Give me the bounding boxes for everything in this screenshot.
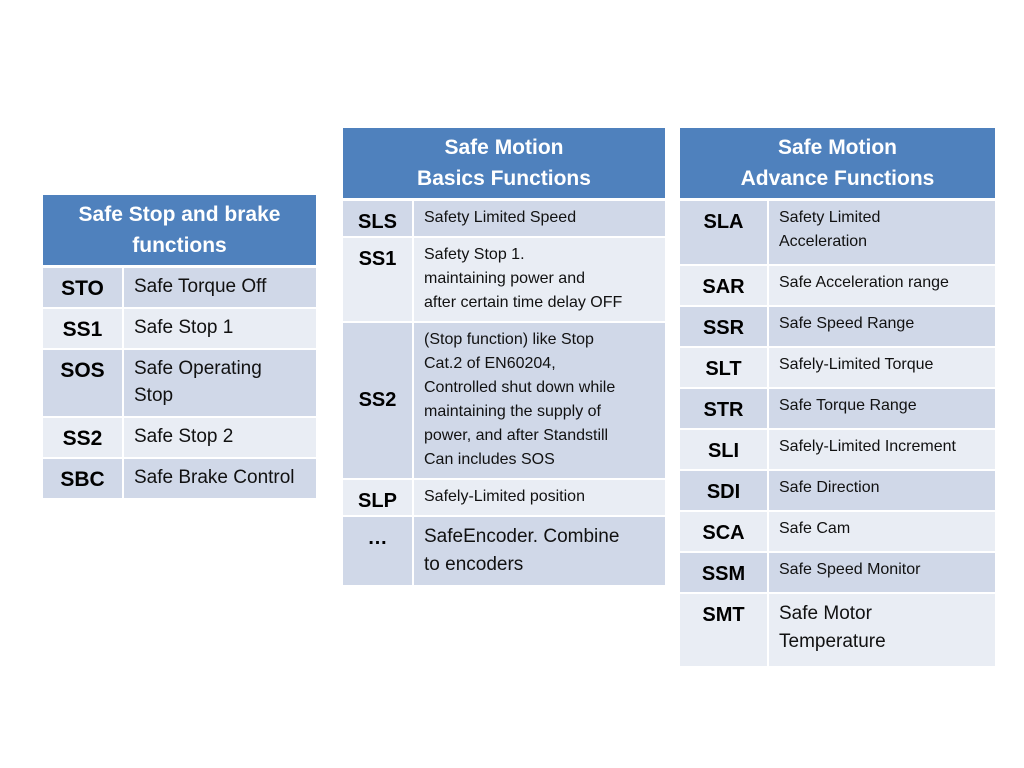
table-row — [680, 347, 995, 388]
safe-stop-brake-table — [43, 195, 316, 498]
table-row — [680, 511, 995, 552]
table-row — [43, 308, 316, 349]
function-code: SCA — [680, 511, 768, 552]
function-code: SLT — [680, 347, 768, 388]
function-code: SS1 — [43, 308, 123, 349]
function-description: Safety Stop 1. maintaining power and after certain time delay OFF — [413, 237, 665, 322]
function-description: Safely-Limited Increment — [768, 429, 995, 470]
function-description: Safe Acceleration range — [768, 265, 995, 306]
function-code: STR — [680, 388, 768, 429]
table-row — [343, 237, 665, 322]
table-row — [680, 429, 995, 470]
table-row — [343, 200, 665, 238]
function-description: Safety Limited Speed — [413, 200, 665, 238]
table-row — [43, 417, 316, 458]
safe-motion-advance-table — [680, 128, 995, 666]
table-row — [43, 458, 316, 498]
function-description: Safe Cam — [768, 511, 995, 552]
function-description: (Stop function) like Stop Cat.2 of EN60204, Controlled shut down while maintaining the supply of power, and after Standstill Can includes SOS — [413, 322, 665, 479]
function-code: SS2 — [43, 417, 123, 458]
function-description: SafeEncoder. Combine to encoders — [413, 516, 665, 585]
table-row — [680, 388, 995, 429]
table-row — [680, 200, 995, 266]
function-code: SLA — [680, 200, 768, 266]
table-row — [680, 265, 995, 306]
table-row — [43, 349, 316, 417]
function-code: SLI — [680, 429, 768, 470]
table-title: Safe Motion Advance Functions — [680, 128, 995, 200]
table-header-row — [680, 128, 995, 200]
function-code: SBC — [43, 458, 123, 498]
function-description: Safe Torque Range — [768, 388, 995, 429]
table-row — [680, 306, 995, 347]
function-code: SMT — [680, 593, 768, 666]
function-code: STO — [43, 267, 123, 309]
function-description: Safe Brake Control — [123, 458, 316, 498]
table-row — [43, 267, 316, 309]
function-code: SLP — [343, 479, 413, 516]
function-code: SLS — [343, 200, 413, 238]
function-description: Safe Stop 1 — [123, 308, 316, 349]
function-code: … — [343, 516, 413, 585]
table-row — [343, 322, 665, 479]
table-row — [680, 552, 995, 593]
function-description: Safety Limited Acceleration — [768, 200, 995, 266]
function-description: Safe Speed Monitor — [768, 552, 995, 593]
function-description: Safe Direction — [768, 470, 995, 511]
function-code: SSR — [680, 306, 768, 347]
table-row — [680, 593, 995, 666]
function-description: Safe Torque Off — [123, 267, 316, 309]
table-title: Safe Stop and brake functions — [43, 195, 316, 267]
function-code: SSM — [680, 552, 768, 593]
safe-motion-basics-table — [343, 128, 665, 585]
table-header-row — [343, 128, 665, 200]
function-code: SS1 — [343, 237, 413, 322]
function-code: SDI — [680, 470, 768, 511]
table-row — [343, 516, 665, 585]
table-header-row — [43, 195, 316, 267]
table-row — [680, 470, 995, 511]
function-code: SS2 — [343, 322, 413, 479]
function-description: Safe Motor Temperature — [768, 593, 995, 666]
function-code: SOS — [43, 349, 123, 417]
function-code: SAR — [680, 265, 768, 306]
table-title: Safe Motion Basics Functions — [343, 128, 665, 200]
function-description: Safe Stop 2 — [123, 417, 316, 458]
table-row — [343, 479, 665, 516]
function-description: Safe Operating Stop — [123, 349, 316, 417]
function-description: Safely-Limited Torque — [768, 347, 995, 388]
function-description: Safely-Limited position — [413, 479, 665, 516]
function-description: Safe Speed Range — [768, 306, 995, 347]
